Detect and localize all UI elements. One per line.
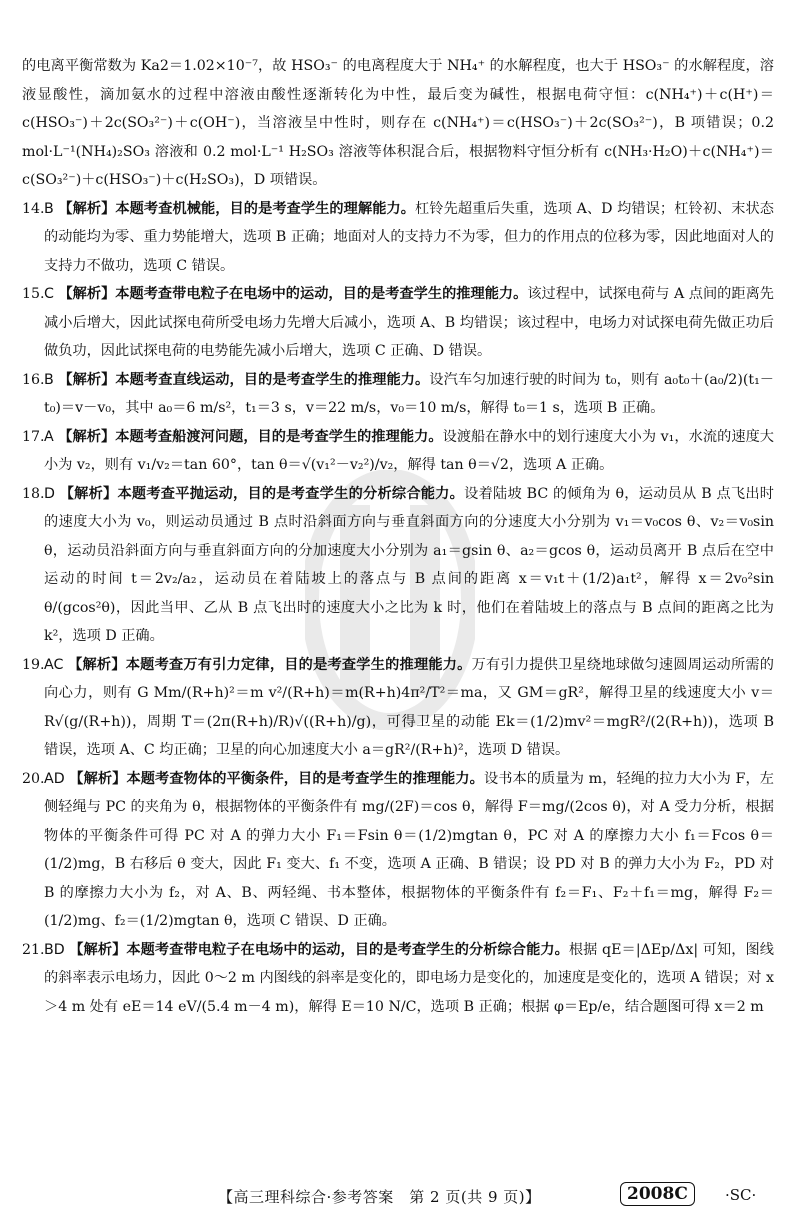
analysis-heading: 【解析】本题考查物体的平衡条件，目的是考查学生的推理能力。: [69, 770, 484, 787]
intro-paragraph: 的电离平衡常数为 Ka2＝1.02×10⁻⁷，故 HSO₃⁻ 的电离程度大于 NH₄⁺ 的水解程度，也大于 HSO₃⁻ 的水解程度，溶液显酸性，滴加氨水的过程中溶液由酸性逐渐转化为中性，最后变为碱性，根据电荷守恒：c(NH₄⁺)＋c(H⁺)＝c(HSO₃⁻)＋2c(SO₃²⁻)＋c(OH⁻)，当溶液呈中性时，则存在 c(NH₄⁺)＝c(HSO₃⁻)＋2c(SO₃²⁻)，B 项错误；0.2 mol·L⁻¹(NH₄)₂SO₃ 溶液和 0.2 mol·L⁻¹ H₂SO₃ 溶液等体积混合后，根据物料守恒分析有 c(NH₃·H₂O)＋c(NH₄⁺)＝c(SO₃²⁻)＋c(HSO₃⁻)＋c(H₂SO₃)，D 项错误。: [22, 58, 774, 188]
answer-letter: B: [44, 371, 54, 388]
answer-letter: AC: [44, 656, 64, 673]
question-list: [22, 195, 774, 1022]
analysis-text: 设渡船在静水中的划行速度大小为 v₁，水流的速度大小为 v₂，则有 v₁/v₂＝tan 60°，tan θ＝√(v₁²－v₂²)/v₂，解得 tan θ＝√2，选项 A 正确。: [44, 428, 774, 473]
answer-letter: BD: [44, 941, 65, 958]
analysis-heading: 【解析】本题考查带电粒子在电场中的运动，目的是考查学生的推理能力。: [58, 286, 528, 302]
analysis-text: 设汽车匀加速行驶的时间为 t₀，则有 a₀t₀＋(a₀/2)(t₁－t₀)＝v－v₀，其中 a₀＝6 m/s²，t₁＝3 s，v＝22 m/s，v₀＝10 m/s，解得 t₀＝1 s，选项 B 正确。: [44, 371, 774, 416]
question-item: [22, 280, 774, 366]
question-item: [22, 936, 774, 1022]
analysis-heading: 【解析】本题考查船渡河问题，目的是考查学生的推理能力。: [58, 428, 443, 445]
analysis-heading: 【解析】本题考查机械能，目的是考查学生的理解能力。: [58, 200, 416, 217]
page-footer: [0, 1180, 794, 1210]
question-number: 15.: [22, 286, 45, 302]
question-item: [22, 651, 774, 765]
question-content: [44, 651, 774, 765]
question-item: [22, 423, 774, 480]
question-content: [44, 423, 774, 480]
answer-letter: AD: [44, 770, 65, 787]
question-content: [44, 936, 774, 1022]
analysis-heading: 【解析】本题考查万有引力定律，目的是考查学生的推理能力。: [68, 656, 472, 673]
question-number: 21.: [22, 941, 45, 958]
question-content: [44, 195, 774, 281]
question-item: [22, 366, 774, 423]
analysis-heading: 【解析】本题考查直线运动，目的是考查学生的推理能力。: [58, 371, 430, 388]
question-number: 20.: [22, 770, 45, 787]
question-number: 17.: [22, 428, 45, 445]
question-item: [22, 480, 774, 651]
analysis-heading: 【解析】本题考查平抛运动，目的是考查学生的分析综合能力。: [59, 485, 465, 502]
question-item: [22, 765, 774, 936]
answer-letter: D: [44, 485, 55, 502]
question-number: 19.: [22, 656, 45, 673]
answer-letter: B: [44, 200, 54, 217]
footer-region-tag: ·SC·: [725, 1186, 757, 1204]
answer-page: [22, 52, 774, 1021]
analysis-text: 根据 qE＝|ΔEp/Δx| 可知，图线的斜率表示电场力，因此 0～2 m 内图线的斜率是变化的，即电场力是变化的，加速度是变化的，选项 A 错误；对 x＞4 m 处有 eE＝14 eV/(5.4 m－4 m)，解得 E＝10 N/C，选项 B 正确；根据 φ＝Ep/e，结合题图可得 x＝2 m: [44, 941, 774, 1015]
analysis-text: 设着陆坡 BC 的倾角为 θ，运动员从 B 点飞出时的速度大小为 v₀，则运动员通过 B 点时沿斜面方向与垂直斜面方向的分速度大小分别为 v₁＝v₀cos θ、v₂＝v₀sin θ，运动员沿斜面方向与垂直斜面方向的分加速度大小分别为 a₁＝gsin θ、a₂＝gcos θ，运动员离开 B 点后在空中运动的时间 t＝2v₂/a₂，运动员在着陆坡上的落点与 B 点间的距离 x＝v₁t＋(1/2)a₁t²，解得 x＝2v₀²sin θ/(gcos²θ)，因此当甲、乙从 B 点飞出时的速度大小之比为 k 时，他们在着陆坡上的落点与 B 点间的距离之比为 k²，选项 D 正确。: [44, 485, 774, 644]
question-content: [44, 480, 774, 651]
question-number: 14.: [22, 200, 45, 217]
question-content: [44, 366, 774, 423]
analysis-text: 设书本的质量为 m，轻绳的拉力大小为 F，左侧轻绳与 PC 的夹角为 θ，根据物体的平衡条件有 mg/(2F)＝cos θ，解得 F＝mg/(2cos θ)，对 A 受力分析，根据物体的平衡条件可得 PC 对 A 的弹力大小 F₁＝Fsin θ＝(1/2)mgtan θ，PC 对 A 的摩擦力大小 f₁＝Fcos θ＝(1/2)mg，B 右移后 θ 变大，因此 F₁ 变大、f₁ 不变，选项 A 正确、B 错误；设 PD 对 B 的弹力大小为 F₂，PD 对 B 的摩擦力大小为 f₂，对 A、B、两轻绳、书本整体，根据物体的平衡条件有 f₂＝F₁、F₂＋f₁＝mg，解得 F₂＝(1/2)mg、f₂＝(1/2)mgtan θ，选项 C 错误、D 正确。: [44, 770, 774, 929]
question-number: 18.: [22, 485, 45, 502]
question-number: 16.: [22, 371, 45, 388]
answer-letter: A: [44, 428, 54, 445]
question-content: [44, 765, 774, 936]
answer-letter: C: [44, 286, 54, 302]
question-content: [44, 280, 774, 366]
question-item: [22, 195, 774, 281]
analysis-text: 杠铃先超重后失重，选项 A、D 均错误；杠铃初、末状态的动能均为零、重力势能增大，选项 B 正确；地面对人的支持力不为零，但力的作用点的位移为零，因此地面对人的支持力不做功，选项 C 错误。: [44, 200, 774, 274]
analysis-text: 万有引力提供卫星绕地球做匀速圆周运动所需的向心力，则有 G Mm/(R+h)²＝m v²/(R+h)＝m(R+h)4π²/T²＝ma，又 GM＝gR²，解得卫星的线速度大小 v＝R√(g/(R+h))，周期 T＝(2π(R+h)/R)√((R+h)/g)，可得卫星的动能 Ek＝(1/2)mv²＝mgR²/(2(R+h))，选项 B 错误，选项 A、C 均正确；卫星的向心加速度大小 a＝gR²/(R+h)²，选项 D 错误。: [44, 656, 774, 758]
analysis-heading: 【解析】本题考查带电粒子在电场中的运动，目的是考查学生的分析综合能力。: [69, 941, 569, 958]
footer-paper-code: 2008C: [620, 1182, 695, 1206]
analysis-text: 该过程中，试探电荷与 A 点间的距离先减小后增大，因此试探电荷所受电场力先增大后减小，选项 A、B 均错误；该过程中，电场力对试探电荷先做正功后做负功，因此试探电荷的电势能先减小后增大，选项 C 正确、D 错误。: [44, 286, 774, 359]
footer-page-info: 【高三理科综合·参考答案 第 2 页(共 9 页)】: [218, 1188, 541, 1206]
